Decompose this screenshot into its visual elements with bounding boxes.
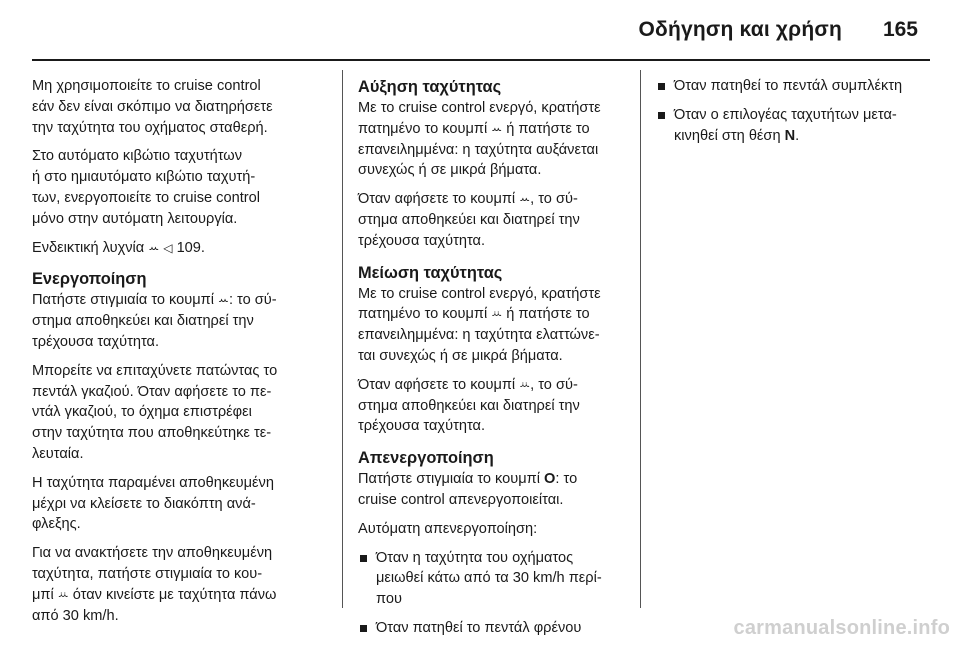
decrease-section <box>358 262 630 438</box>
decrease-heading: Μείωση ταχύτητας <box>358 263 503 282</box>
text-line: Η ταχύτητα παραμένει αποθηκευμένη <box>32 474 274 491</box>
text-fragment: . <box>795 127 800 144</box>
text-line: Όταν η ταχύτητα του οχήματος <box>376 549 574 566</box>
bullet-square-icon <box>658 83 665 90</box>
text-fragment: Όταν αφήσετε το κουμπί <box>358 191 520 208</box>
text-line: επανειλημμένα: η ταχύτητα αυξάνεται <box>358 141 599 158</box>
text-fragment: Πατήστε στιγμιαία το κουμπί <box>32 292 219 309</box>
text-line: τρέχουσα ταχύτητα. <box>358 232 486 249</box>
text-line: εάν δεν είναι σκόπιμο να διατηρήσετε <box>32 98 273 115</box>
text-fragment: : το <box>555 471 578 488</box>
increase-paragraph-1 <box>358 98 630 181</box>
text-fragment: ή πατήστε το <box>502 120 590 137</box>
text-fragment: πατημένο το κουμπί <box>358 120 492 137</box>
text-line: πεντάλ γκαζιού. Όταν αφήσετε το πε- <box>32 383 272 400</box>
text-fragment: , το σύ- <box>530 191 578 208</box>
deactivation-section <box>358 447 630 639</box>
increase-heading: Αύξηση ταχύτητας <box>358 78 502 96</box>
text-line: που <box>376 591 402 608</box>
bullet-square-icon <box>658 112 665 119</box>
text-line: την ταχύτητα του οχήματος σταθερή. <box>32 119 268 136</box>
text-line: από 30 km/h. <box>32 607 119 624</box>
deactivation-paragraph-1 <box>358 469 630 511</box>
res-plus-icon: ꕀ <box>491 121 503 136</box>
text-line <box>358 375 630 396</box>
bullet-square-icon <box>360 555 367 562</box>
text-line: επανειλημμένα: η ταχύτητα ελαττώνε- <box>358 327 600 344</box>
text-line: μειωθεί κάτω από τα 30 km/h περί- <box>376 570 602 587</box>
text-line: Αυτόματη απενεργοποίηση: <box>358 520 538 537</box>
text-line: ται συνεχώς ή σε μικρά βήματα. <box>358 347 563 364</box>
text-line: cruise control απενεργοποιείται. <box>358 491 564 508</box>
indicator-text: Ενδεικτική λυχνία <box>32 239 145 256</box>
text-line <box>674 126 932 147</box>
column-divider-1 <box>342 70 343 608</box>
text-fragment: ή πατήστε το <box>502 306 590 323</box>
text-line: στημα αποθηκεύει και διατηρεί την <box>358 211 580 228</box>
page-reference-link[interactable]: 109. <box>176 239 205 256</box>
deactivation-heading: Απενεργοποίηση <box>358 449 494 468</box>
gear-position-n: N <box>784 127 796 144</box>
text-fragment: , το σύ- <box>530 376 578 393</box>
text-line: Στο αυτόματο κιβώτιο ταχυτήτων <box>32 148 242 165</box>
text-line: στην ταχύτητα που αποθηκεύτηκε τε- <box>32 425 272 442</box>
page-number: 165 <box>882 18 918 41</box>
text-line: Όταν πατηθεί το πεντάλ φρένου <box>376 619 582 636</box>
text-fragment: κινηθεί στη θέση <box>674 127 785 144</box>
activation-heading: Ενεργοποίηση <box>32 270 147 289</box>
column-2 <box>358 76 630 647</box>
text-line: μόνο στην αυτόματη λειτουργία. <box>32 210 238 227</box>
cancel-o-icon: O <box>544 471 556 488</box>
text-line: συνεχώς ή σε μικρά βήματα. <box>358 162 542 179</box>
text-line: τρέχουσα ταχύτητα. <box>358 418 486 435</box>
increase-section <box>358 76 630 252</box>
text-line <box>32 290 332 311</box>
decrease-paragraph-1 <box>358 284 630 367</box>
deactivation-paragraph-2 <box>358 519 630 540</box>
text-line: ντάλ γκαζιού, το όχημα επιστρέφει <box>32 404 252 421</box>
text-fragment: μπί <box>32 586 58 603</box>
activation-paragraph-1 <box>32 290 332 352</box>
text-line: Όταν πατηθεί το πεντάλ συμπλέκτη <box>674 78 903 94</box>
text-line <box>32 585 332 606</box>
text-line: Με το cruise control ενεργό, κρατήστε <box>358 285 601 302</box>
text-line <box>358 189 630 210</box>
page-header <box>0 0 960 62</box>
text-line: φλεξης. <box>32 516 81 533</box>
column-1 <box>32 76 332 634</box>
text-line: Όταν ο επιλογέας ταχυτήτων μετα- <box>674 106 897 123</box>
page-reference-arrow-icon: ◁ <box>163 240 173 255</box>
text-fragment: : το σύ- <box>228 292 277 309</box>
list-item <box>656 76 932 97</box>
text-line: Με το cruise control ενεργό, κρατήστε <box>358 100 601 116</box>
text-line: στημα αποθηκεύει και διατηρεί την <box>358 397 580 414</box>
text-line: Μη χρησιμοποιείτε το cruise control <box>32 78 261 94</box>
text-fragment: Όταν αφήσετε το κουμπί <box>358 376 520 393</box>
text-fragment: όταν κινείστε με ταχύτητα πάνω <box>68 586 277 603</box>
activation-paragraph-3 <box>32 473 332 535</box>
text-line: των, ενεργοποιείτε το cruise control <box>32 189 260 206</box>
res-plus-icon: ꕀ <box>218 293 229 308</box>
activation-paragraph-2 <box>32 361 332 465</box>
indicator-reference <box>32 238 332 259</box>
text-line: Για να ανακτήσετε την αποθηκευμένη <box>32 545 273 562</box>
text-line <box>358 469 630 490</box>
activation-section <box>32 268 332 626</box>
text-line <box>358 304 630 325</box>
text-line: στημα αποθηκεύει και διατηρεί την <box>32 313 254 330</box>
header-divider <box>32 59 930 61</box>
column-3 <box>656 76 932 154</box>
text-line: μέχρι να κλείσετε το διακόπτη ανά- <box>32 495 256 512</box>
intro-paragraph <box>32 76 332 138</box>
text-fragment: Πατήστε στιγμιαία το κουμπί <box>358 471 545 488</box>
list-item <box>358 548 630 610</box>
watermark: carmanualsonline.info <box>733 617 950 639</box>
res-plus-icon: ꕀ <box>519 192 531 207</box>
set-minus-icon: ꕁ <box>491 307 503 322</box>
text-line: τρέχουσα ταχύτητα. <box>32 333 160 350</box>
decrease-paragraph-2 <box>358 375 630 437</box>
bullet-square-icon <box>360 625 367 632</box>
text-line: Μπορείτε να επιταχύνετε πατώντας το <box>32 362 278 379</box>
text-line: ταχύτητα, πατήστε στιγμιαία το κου- <box>32 565 263 582</box>
text-line: λευταία. <box>32 445 84 462</box>
set-minus-icon: ꕁ <box>519 377 531 392</box>
column-divider-2 <box>640 70 641 608</box>
list-item <box>358 618 630 639</box>
gearbox-paragraph <box>32 146 332 229</box>
increase-paragraph-2 <box>358 189 630 251</box>
cruise-control-icon: ꕀ <box>148 240 160 255</box>
activation-paragraph-4 <box>32 543 332 626</box>
text-line <box>358 119 630 140</box>
set-minus-icon: ꕁ <box>57 587 69 602</box>
text-fragment: πατημένο το κουμπί <box>358 306 492 323</box>
page-title: Οδήγηση και χρήση <box>638 18 842 41</box>
text-line: ή στο ημιαυτόματο κιβώτιο ταχυτή- <box>32 169 256 186</box>
list-item <box>656 105 932 147</box>
